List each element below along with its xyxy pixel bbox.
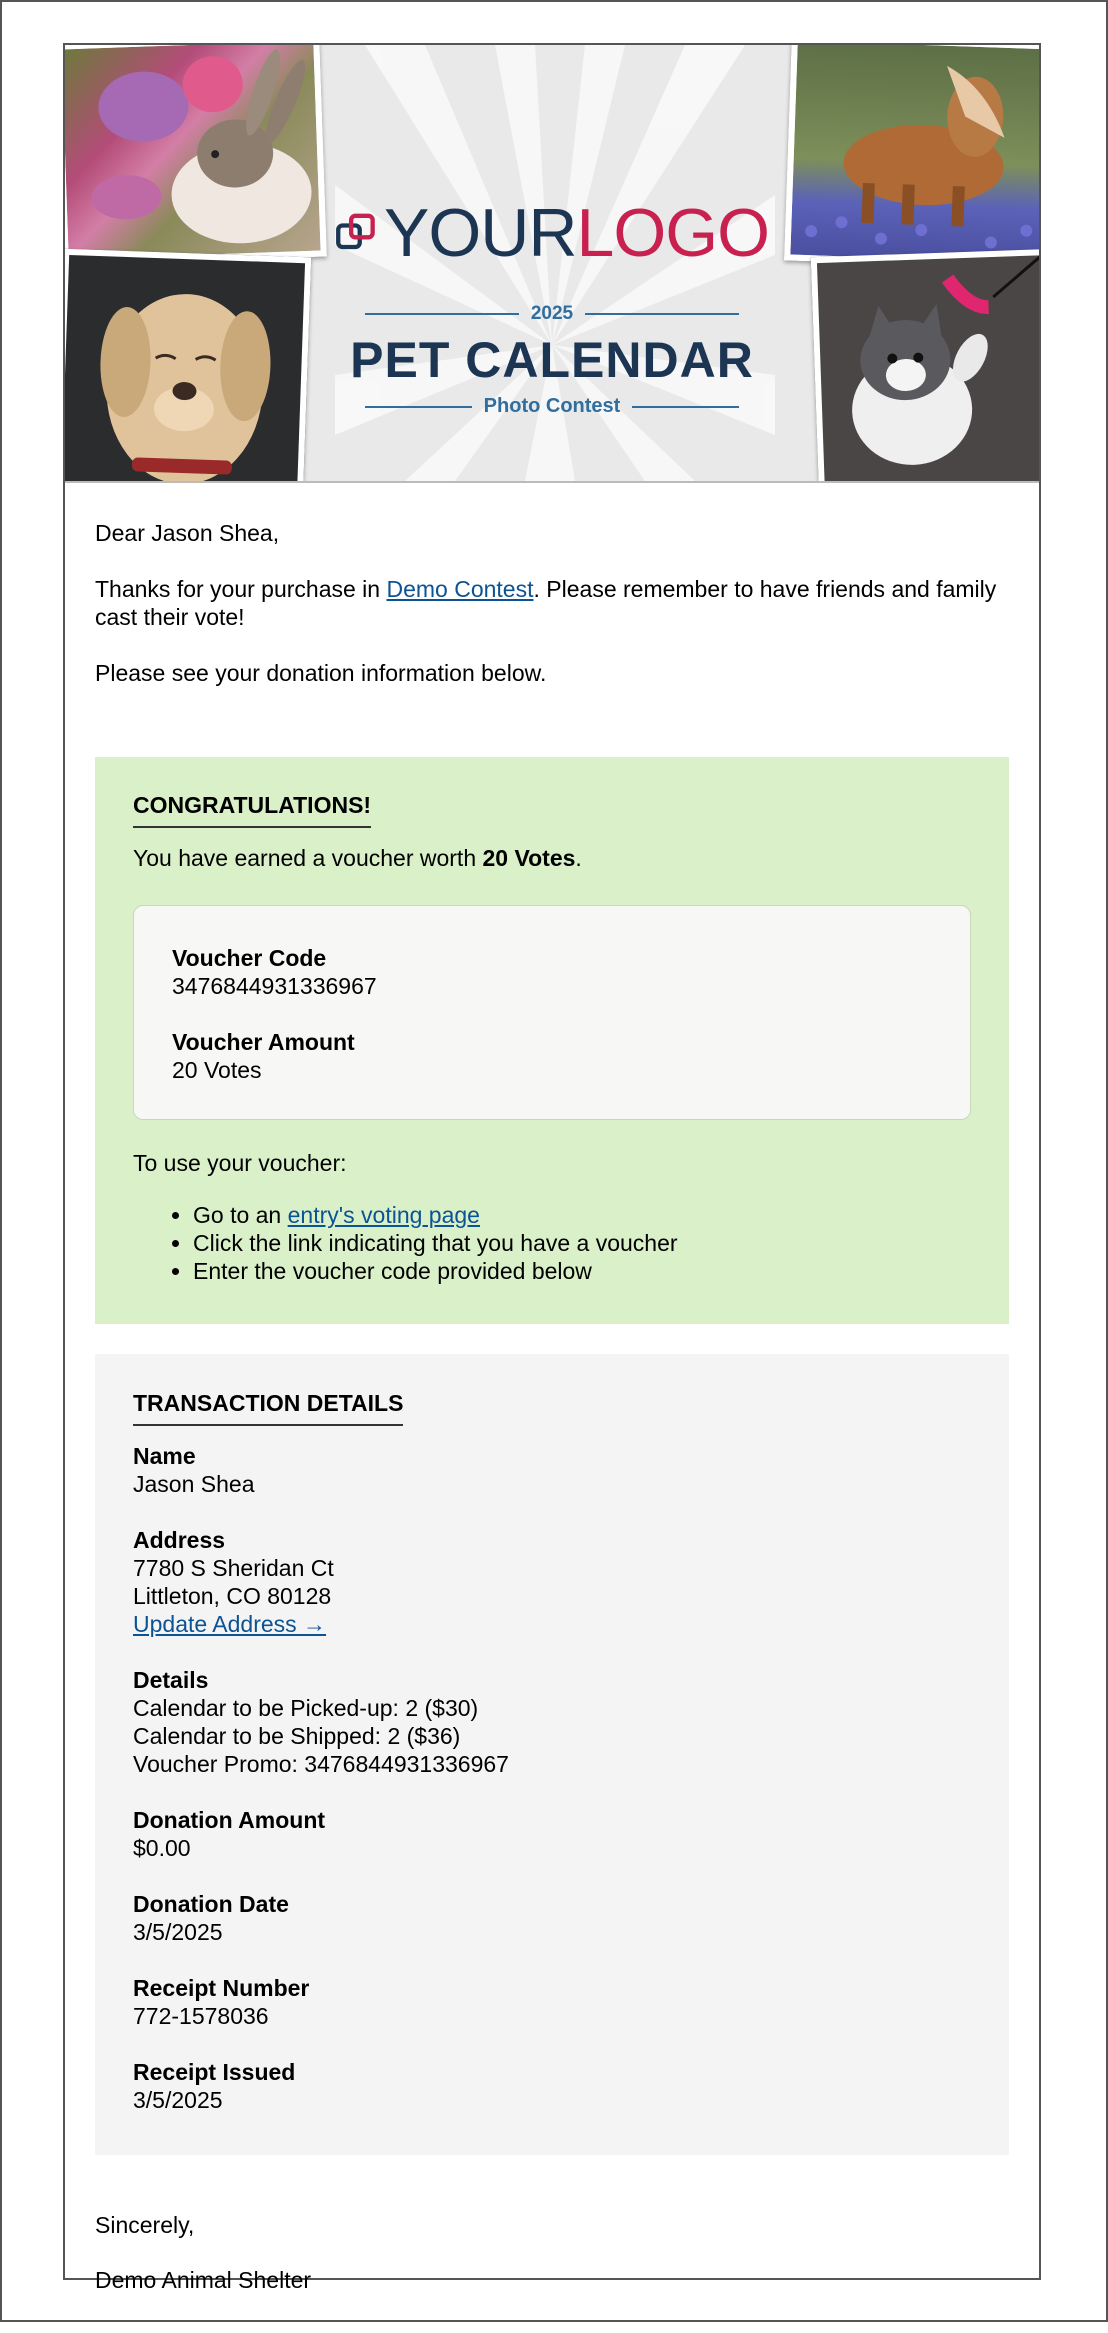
voucher-step-2: • Click the link indicating that you have a voucher	[193, 1229, 971, 1257]
header-banner	[65, 45, 1039, 483]
logo-area	[335, 45, 769, 481]
donation-amount-value: $0.00	[133, 1835, 191, 1861]
brand-logo	[335, 193, 769, 273]
voucher-earned-text	[133, 844, 971, 872]
rabbit-photo	[65, 45, 327, 266]
donation-date-label: Donation Date	[133, 1891, 289, 1917]
demo-contest-link[interactable]: Demo Contest	[386, 576, 534, 602]
thanks-text-end: . Please remember to have friends and family cast their vote!	[95, 576, 997, 630]
kitten-photo	[811, 249, 1039, 483]
closing	[95, 2211, 311, 2294]
address-field	[133, 1526, 971, 1638]
dog-photo	[65, 249, 311, 483]
name-field	[133, 1442, 971, 1498]
thanks-text-start: Thanks for your purchase in	[95, 576, 387, 602]
donation-date-value: 3/5/2025	[133, 1919, 223, 1945]
receipt-issued-label: Receipt Issued	[133, 2059, 296, 2085]
receipt-number-field	[133, 1974, 971, 2030]
donation-amount-label: Donation Amount	[133, 1807, 326, 1833]
detail-voucher-promo: Voucher Promo: 3476844931336967	[133, 1751, 509, 1777]
name-label: Name	[133, 1443, 196, 1469]
voting-page-link[interactable]: entry's voting page	[287, 1202, 480, 1228]
transaction-details-section	[95, 1354, 1009, 2155]
address-line-2: Littleton, CO 80128	[133, 1583, 332, 1609]
email-container	[63, 43, 1041, 2293]
detail-shipped: Calendar to be Shipped: 2 ($36)	[133, 1723, 461, 1749]
calendar-subtitle: Photo Contest	[483, 395, 621, 417]
voucher-amount-label: Voucher Amount	[172, 1029, 355, 1055]
logo-your-text: YOUR	[384, 195, 577, 271]
logo-mark-icon	[335, 193, 378, 273]
sincerely-text: Sincerely,	[95, 2212, 195, 2238]
voucher-steps-list	[133, 1201, 971, 1285]
address-label: Address	[133, 1527, 226, 1553]
detail-pickup: Calendar to be Picked-up: 2 ($30)	[133, 1695, 479, 1721]
voucher-code-value: 3476844931336967	[172, 973, 377, 999]
donation-date-field	[133, 1890, 971, 1946]
receipt-number-value: 772-1578036	[133, 2003, 269, 2029]
address-line-1: 7780 S Sheridan Ct	[133, 1555, 334, 1581]
congratulations-heading: CONGRATULATIONS!	[133, 792, 371, 828]
donation-note: Please see your donation information below.	[95, 660, 547, 686]
horse-photo	[784, 45, 1039, 270]
step1-text: Go to an	[193, 1202, 288, 1228]
calendar-year: 2025	[530, 303, 574, 324]
calendar-title: PET CALENDAR	[350, 332, 754, 388]
voucher-card	[133, 905, 971, 1120]
earned-votes: 20 Votes	[482, 845, 576, 871]
voucher-code-label: Voucher Code	[172, 945, 327, 971]
donation-amount-field	[133, 1806, 971, 1862]
voucher-step-3: • Enter the voucher code provided below	[193, 1257, 971, 1285]
year-rule	[365, 303, 739, 325]
congratulations-section	[95, 757, 1009, 1324]
subtitle-rule	[365, 395, 739, 418]
receipt-issued-field	[133, 2058, 971, 2114]
earned-text-start: You have earned a voucher worth	[133, 845, 483, 871]
greeting: Dear Jason Shea,	[95, 520, 280, 546]
details-field	[133, 1666, 971, 1778]
logo-logo-text: LOGO	[576, 195, 769, 271]
voucher-use-intro: To use your voucher:	[133, 1150, 347, 1176]
name-value: Jason Shea	[133, 1471, 255, 1497]
transaction-heading: TRANSACTION DETAILS	[133, 1390, 403, 1426]
earned-text-end: .	[575, 845, 582, 871]
voucher-amount-value: 20 Votes	[172, 1057, 262, 1083]
thanks-paragraph	[95, 575, 1009, 631]
voucher-instructions	[133, 1149, 971, 1285]
details-label: Details	[133, 1667, 209, 1693]
receipt-issued-value: 3/5/2025	[133, 2087, 223, 2113]
receipt-number-label: Receipt Number	[133, 1975, 310, 2001]
voucher-step-1	[193, 1201, 971, 1229]
update-address-link[interactable]: Update Address →	[133, 1611, 327, 1637]
signature-text: Demo Animal Shelter	[95, 2267, 312, 2293]
